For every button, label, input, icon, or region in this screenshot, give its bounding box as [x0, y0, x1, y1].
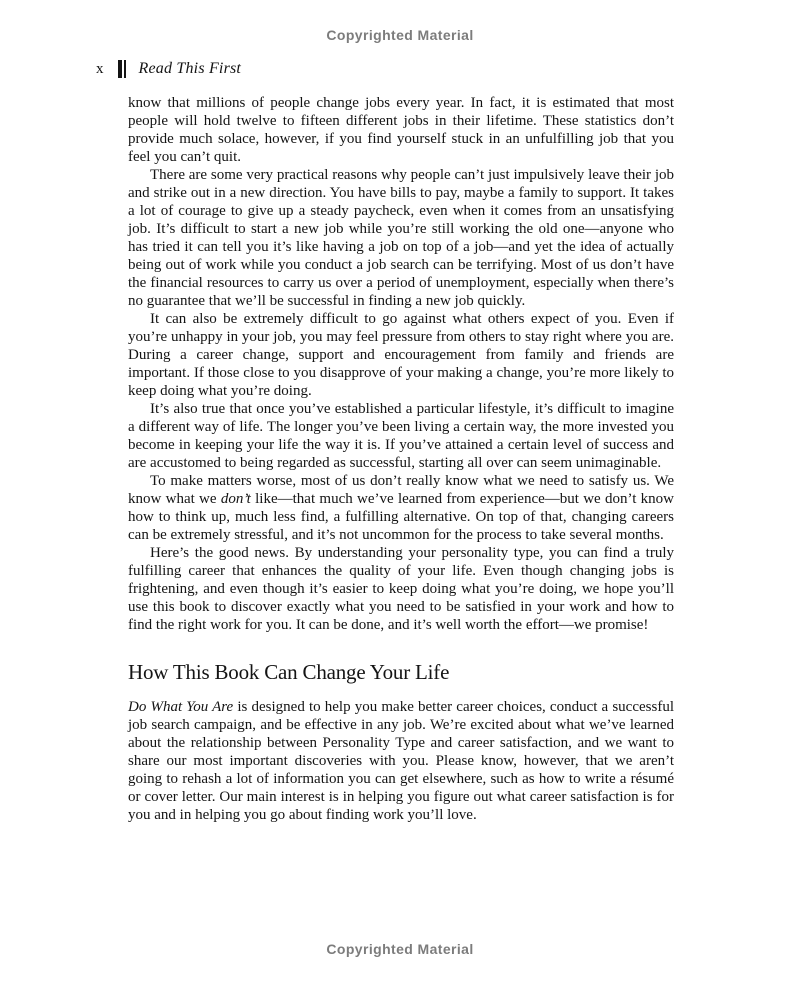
paragraph: know that millions of people change jobs every year. In fact, it is estimated that most people will hold twelve to fifteen different jobs in their lifetime. These statistics don’t provide much solace, however, if you find yourself stuck in an unfulfilling job that you feel you can’t quit. [128, 95, 674, 165]
page-number: x [96, 60, 104, 77]
paragraph: Do What You Are is designed to help you make better career choices, conduct a successful job search campaign, and be effective in any job. We’re excited about what we’ve learned about the relationship between Personality Type and career satisfaction, and we want to share our most important discoveries with you. Please know, however, that we aren’t going to rehash a lot of information you can get elsewhere, such as how to write a résumé or cover letter. Our main interest is in helping you figure out what career satisfaction is for you and in helping you go about finding work you’ll love. [128, 699, 674, 823]
double-rule-icon [118, 60, 126, 78]
paragraph: It can also be extremely difficult to go against what others expect of you. Even if you’re unhappy in your job, you may feel pressure from others to stay right where you are. During a career change, support and encouragement from family and friends are important. If those close to you disapprove of your making a change, you’re more likely to keep doing what you’re doing. [128, 311, 674, 399]
page-header [96, 60, 241, 78]
page-body [128, 94, 674, 824]
paragraph: Here’s the good news. By understanding your personality type, you can find a truly fulfilling career that enhances the quality of your life. Even though changing jobs is frightening, and even though it’s easier to keep doing what you’re doing, we hope you’ll use this book to discover exactly what you need to be satisfied in your work and how to find the right work for you. It can be done, and it’s well worth the effort—we promise! [128, 545, 674, 633]
paragraph: To make matters worse, most of us don’t really know what we need to satisfy us. We know what we don’t like—that much we’ve learned from experience—but we don’t know how to think up, much less find, a fulfilling alternative. On top of that, changing careers can be extremely stressful, and it’s not uncommon for the process to take several months. [128, 473, 674, 543]
paragraph: There are some very practical reasons why people can’t just impulsively leave their job and strike out in a new direction. You have bills to pay, maybe a family to support. It takes a lot of courage to give up a steady paycheck, even when it comes from an unsatisfying job. It’s difficult to start a new job while you’re still working the old one—anyone who has tried it can tell you it’s like having a job on top of a job—and yet the idea of actually being out of work while you conduct a job search can be terrifying. Most of us don’t have the financial resources to carry us over a period of unemployment, especially when there’s no guarantee that we’ll be successful in finding a new job quickly. [128, 167, 674, 309]
section-paragraphs [128, 698, 674, 824]
intro-paragraphs [128, 94, 674, 634]
paragraph: It’s also true that once you’ve established a particular lifestyle, it’s difficult to imagine a different way of life. The longer you’ve been living a certain way, the more invested you become in keeping your life the way it is. If you’ve attained a certain level of success and are accustomed to being regarded as successful, starting all over can seem unimaginable. [128, 401, 674, 471]
section-heading: How This Book Can Change Your Life [128, 660, 450, 684]
copyright-notice-bottom: Copyrighted Material [326, 941, 474, 957]
copyright-notice-top: Copyrighted Material [326, 27, 474, 43]
running-title: Read This First [138, 60, 242, 77]
